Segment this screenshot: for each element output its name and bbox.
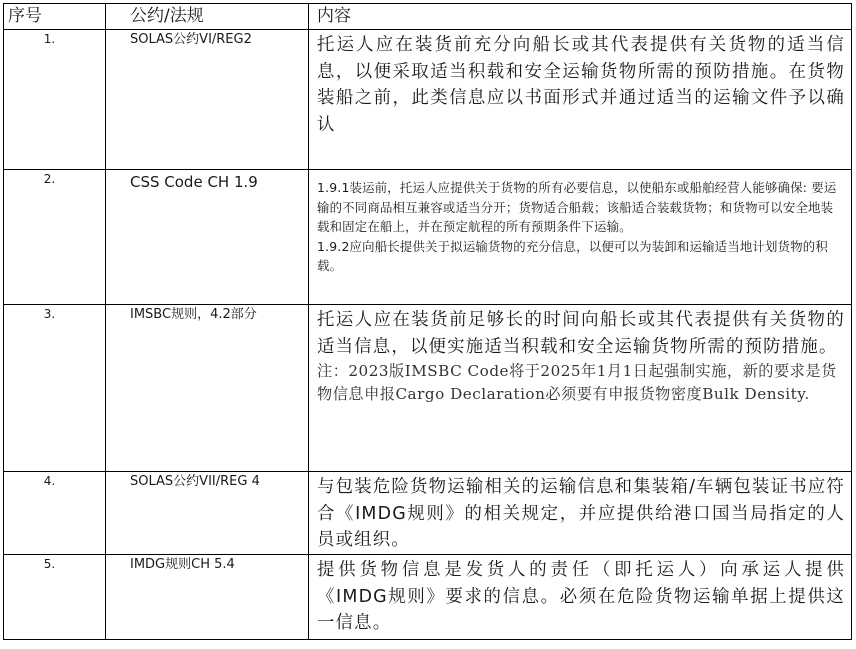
content-cell xyxy=(309,472,852,555)
header-regulation: 公约/法规 xyxy=(106,4,309,30)
table-row xyxy=(4,170,852,305)
row-number: 5. xyxy=(4,555,106,640)
header-no: 序号 xyxy=(4,4,106,30)
row-number: 3. xyxy=(4,305,106,472)
row-number: 1. xyxy=(4,30,106,170)
regulation-cell: SOLAS公约VII/REG 4 xyxy=(106,472,309,555)
table-row xyxy=(4,555,852,640)
header-row xyxy=(4,4,852,30)
content-cell xyxy=(309,170,852,305)
content-text: 托运人应在装货前充分向船长或其代表提供有关货物的适当信息，以便采取适当积载和安全运输货物所需的预防措施。在货物装船之前，此类信息应以书面形式并通过适当的运输文件予以确认 xyxy=(317,35,845,135)
row-number: 4. xyxy=(4,472,106,555)
content-cell xyxy=(309,555,852,640)
content-paragraph-1: 1.9.1装运前，托运人应提供关于货物的所有必要信息，以使船东或船舶经营人能够确保: 要运输的不同商品相互兼容或适当分开；货物适合船载；该船适合装载货物；和货物可以安全地装载和固定在船上，并在预定航程的所有预期条件下运输。 xyxy=(317,180,837,235)
content-text: 托运人应在装货前足够长的时间向船长或其代表提供有关货物的适当信息，以便实施适当积载和安全运输货物所需的预防措施。 xyxy=(317,310,845,357)
table-row xyxy=(4,30,852,170)
regulation-table xyxy=(3,3,852,640)
regulation-cell: SOLAS公约VI/REG2 xyxy=(106,30,309,170)
content-cell xyxy=(309,30,852,170)
regulation-cell: IMDG规则CH 5.4 xyxy=(106,555,309,640)
content-note: 注：2023版IMSBC Code将于2025年1月1日起强制实施，新的要求是货物信息申报Cargo Declaration必须要有申报货物密度Bulk Density. xyxy=(317,362,837,403)
row-number: 2. xyxy=(4,170,106,305)
table-row xyxy=(4,305,852,472)
content-text: 提供货物信息是发货人的责任（即托运人）向承运人提供《IMDG规则》要求的信息。必须在危险货物运输单据上提供这一信息。 xyxy=(317,560,845,633)
content-paragraph-2: 1.9.2应向船长提供关于拟运输货物的充分信息，以便可以为装卸和运输适当地计划货物的积载。 xyxy=(317,238,828,274)
table-row xyxy=(4,472,852,555)
content-text: 与包装危险货物运输相关的运输信息和集装箱/车辆包装证书应符合《IMDG规则》的相关规定，并应提供给港口国当局指定的人员或组织。 xyxy=(317,477,845,550)
header-content: 内容 xyxy=(309,4,852,30)
regulation-cell: CSS Code CH 1.9 xyxy=(106,170,309,305)
content-cell xyxy=(309,305,852,472)
regulation-cell: IMSBC规则，4.2部分 xyxy=(106,305,309,472)
